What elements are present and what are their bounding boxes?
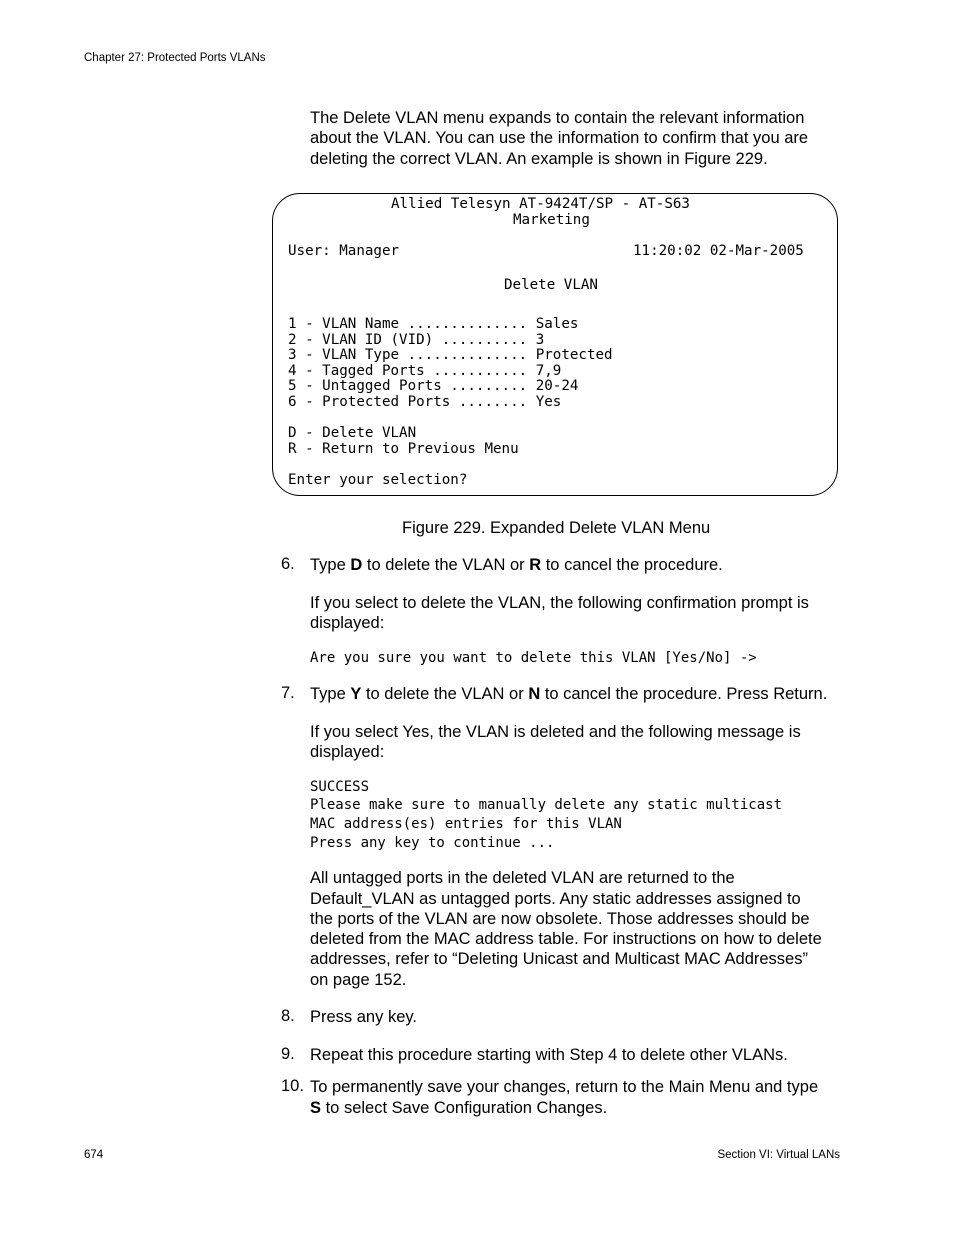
step-7-para-line: the ports of the VLAN are now obsolete. Those addresses should be: [310, 910, 810, 928]
step-7-text: Type Y to delete the VLAN or N to cancel the procedure. Press Return.: [310, 685, 828, 703]
success-message-code: MAC address(es) entries for this VLAN: [310, 816, 622, 832]
success-message-code: Please make sure to manually delete any static multicast: [310, 797, 783, 813]
screen-datetime: 11:20:02 02-Mar-2005: [633, 243, 804, 259]
screen-item: 6 - Protected Ports ........ Yes: [288, 394, 562, 410]
success-message-code: SUCCESS: [310, 779, 370, 795]
screen-item: 2 - VLAN ID (VID) .......... 3: [288, 332, 545, 348]
chapter-header: Chapter 27: Protected Ports VLANs: [84, 52, 266, 64]
step-7-para-line: addresses, refer to “Deleting Unicast and Multicast MAC Addresses”: [310, 950, 808, 968]
step-7-para-line: on page 152.: [310, 971, 407, 989]
step-number: 8.: [281, 1007, 295, 1025]
step-7-para-line: Default_VLAN as untagged ports. Any static addresses assigned to: [310, 890, 801, 908]
screen-item: 5 - Untagged Ports ......... 20-24: [288, 378, 579, 394]
screen-item: 1 - VLAN Name .............. Sales: [288, 316, 579, 332]
screen-menu-title: Delete VLAN: [504, 277, 598, 293]
confirmation-prompt-code: Are you sure you want to delete this VLAN [Yes/No] ->: [310, 650, 757, 666]
step-7-note-line2: displayed:: [310, 743, 385, 761]
section-footer: Section VI: Virtual LANs: [717, 1149, 840, 1161]
step-number: 6.: [281, 555, 295, 573]
step-9-text: Repeat this procedure starting with Step 4 to delete other VLANs.: [310, 1046, 788, 1064]
step-number: 10.: [281, 1077, 304, 1095]
step-number: 9.: [281, 1045, 295, 1063]
step-10-line2: S to select Save Configuration Changes.: [310, 1099, 608, 1117]
step-7-para-line: All untagged ports in the deleted VLAN are returned to the: [310, 869, 735, 887]
screen-option-return: R - Return to Previous Menu: [288, 441, 519, 457]
screen-title-line2: Marketing: [513, 212, 590, 228]
screen-user: User: Manager: [288, 243, 400, 259]
page-number: 674: [84, 1149, 104, 1161]
screen-item: 3 - VLAN Type .............. Protected: [288, 347, 613, 363]
terminal-screen-figure: [272, 193, 838, 496]
success-message-code: Press any key to continue ...: [310, 835, 555, 851]
screen-option-delete: D - Delete VLAN: [288, 425, 417, 441]
step-6-text: Type D to delete the VLAN or R to cancel the procedure.: [310, 556, 723, 574]
step-6-note-line2: displayed:: [310, 614, 385, 632]
figure-caption: Figure 229. Expanded Delete VLAN Menu: [402, 519, 711, 537]
screen-prompt: Enter your selection?: [288, 472, 468, 488]
step-number: 7.: [281, 684, 295, 702]
step-10-line1: To permanently save your changes, return to the Main Menu and type: [310, 1078, 819, 1096]
step-7-note-line1: If you select Yes, the VLAN is deleted and the following message is: [310, 723, 801, 741]
step-6-note-line1: If you select to delete the VLAN, the following confirmation prompt is: [310, 594, 809, 612]
screen-title-line1: Allied Telesyn AT-9424T/SP - AT-S63: [391, 196, 690, 212]
screen-item: 4 - Tagged Ports ........... 7,9: [288, 363, 562, 379]
step-8-text: Press any key.: [310, 1008, 417, 1026]
step-7-para-line: deleted from the MAC address table. For instructions on how to delete: [310, 930, 822, 948]
intro-paragraph: The Delete VLAN menu expands to contain the relevant information about the VLAN. You can use the information to confirm that you are deleting the correct VLAN. An example is shown in Figure 229.: [310, 109, 809, 168]
